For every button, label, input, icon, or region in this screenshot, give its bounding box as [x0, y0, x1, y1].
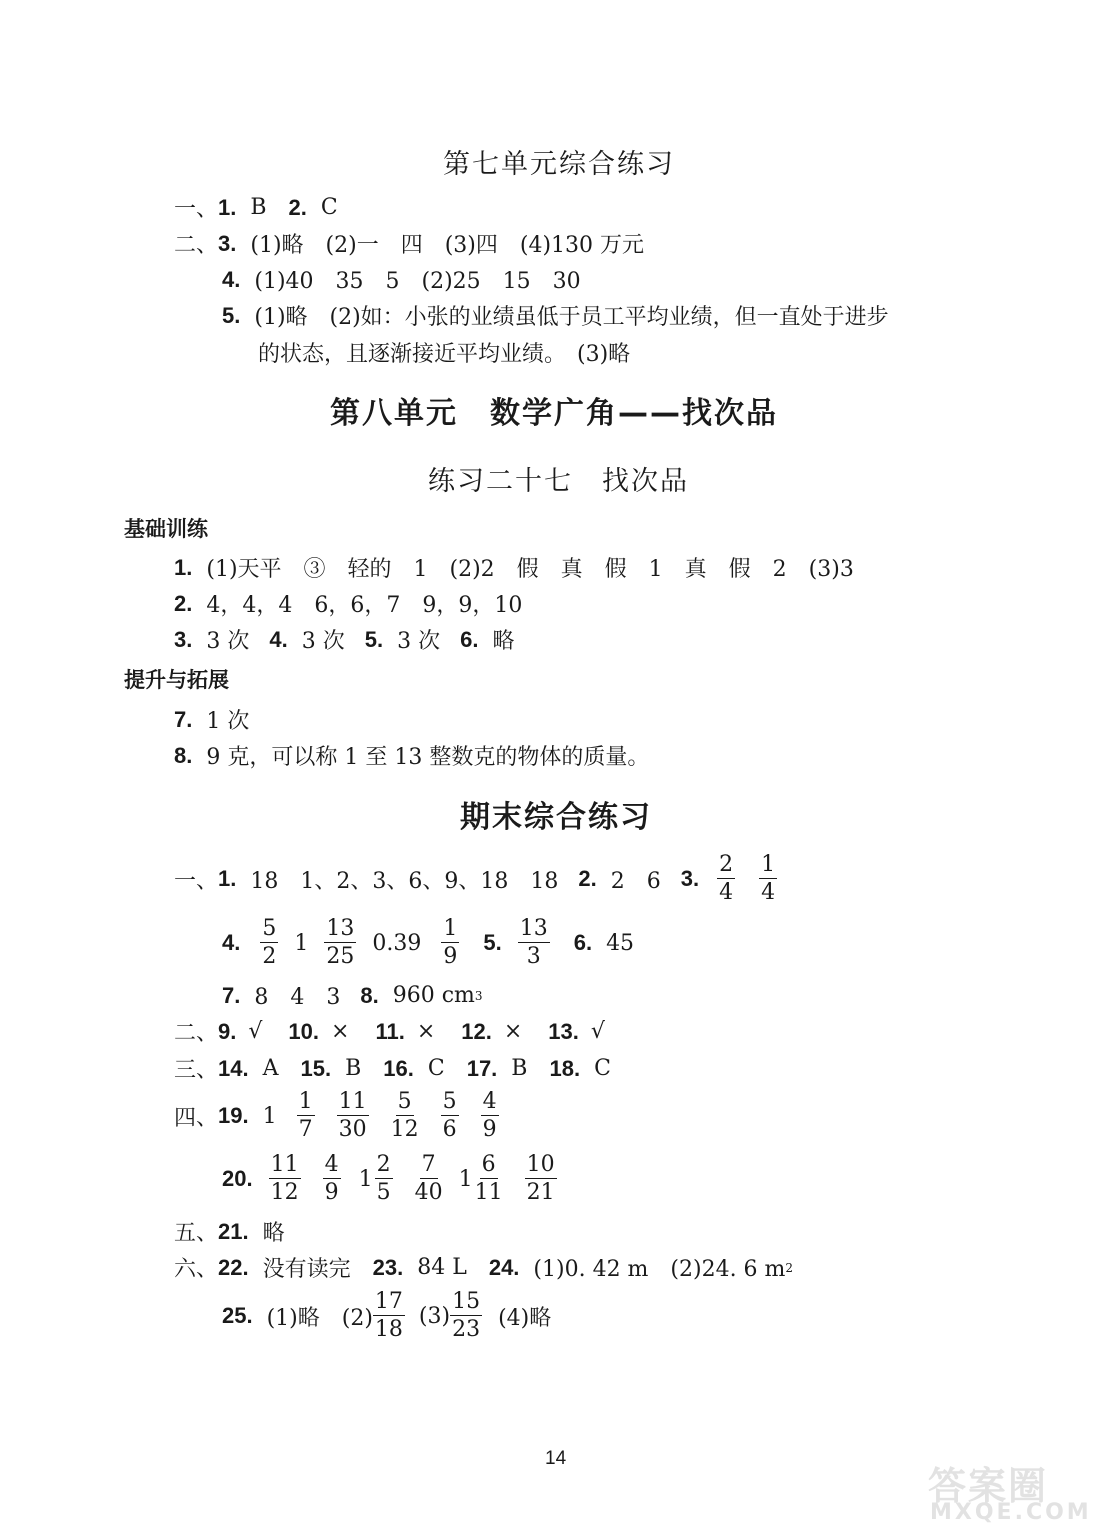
fraction: $\frac{6}{11}$	[474, 1152, 503, 1205]
part-label: 五、	[174, 1221, 219, 1246]
watermark-logo: 答案圈	[928, 1464, 1049, 1508]
final-row-10	[222, 1290, 551, 1342]
answer: (1)略 (2)一 四 (3)四 (4)130 万元	[250, 233, 645, 258]
answer: 没有读完	[262, 1257, 351, 1282]
answer: ×	[503, 1019, 523, 1044]
fraction: $\frac{5}{2}$	[262, 916, 277, 969]
question-number: 19.	[218, 1103, 249, 1128]
exponent: 3	[474, 988, 483, 1003]
fraction: $\frac{1}{9}$	[443, 916, 458, 969]
question-number: 18.	[549, 1055, 581, 1081]
fraction: $\frac{17}{18}$	[374, 1289, 403, 1342]
final-row-6	[174, 1090, 505, 1142]
unit7-line-5: 的状态，且逐渐接近平均业绩。 (3)略	[258, 342, 631, 367]
question-number: 3.	[680, 866, 700, 891]
answer: 960 cm	[392, 983, 475, 1008]
question-number: 24.	[488, 1254, 520, 1280]
final-row-8	[174, 1216, 285, 1247]
part-label: 一、	[174, 868, 219, 894]
question-number: 8.	[360, 982, 379, 1008]
fraction: $\frac{2}{5}$	[376, 1152, 391, 1205]
question-number: 4.	[269, 626, 288, 652]
fraction: $\frac{13}{25}$	[326, 916, 355, 969]
unit7-title: 第七单元综合练习	[443, 149, 675, 180]
final-row-7	[222, 1153, 563, 1205]
question-number: 15.	[300, 1055, 332, 1081]
part-label: 二、	[174, 1021, 219, 1046]
question-number: 4.	[222, 266, 241, 292]
fraction: $\frac{5}{12}$	[390, 1089, 419, 1142]
unit7-line-4	[222, 300, 889, 331]
unit8-e8	[174, 740, 649, 771]
answer: 1 次	[206, 709, 250, 734]
final-row-1	[174, 854, 783, 904]
answer: C	[427, 1056, 445, 1081]
answer: 18 1、2、3、6、9、18 18	[250, 868, 559, 894]
part-label: 三、	[174, 1058, 219, 1083]
question-number: 2.	[288, 194, 307, 220]
answer: C	[594, 1056, 611, 1081]
question-number: 14.	[218, 1055, 249, 1081]
question-number: 3.	[174, 626, 193, 652]
final-row-2	[222, 918, 634, 968]
answer: (1)40 35 5 (2)25 15 30	[254, 269, 581, 294]
fraction: $\frac{11}{12}$	[270, 1152, 299, 1205]
fraction: $\frac{10}{21}$	[526, 1152, 555, 1205]
unit8-b1	[174, 552, 854, 583]
unit7-line-3	[222, 264, 581, 295]
question-number: 7.	[174, 706, 193, 732]
fraction: $\frac{13}{3}$	[519, 916, 548, 969]
fraction: $\frac{7}{40}$	[414, 1152, 443, 1205]
fraction: $\frac{11}{30}$	[338, 1089, 367, 1142]
question-number: 17.	[466, 1055, 498, 1081]
question-number: 1.	[218, 866, 237, 891]
question-number: 5.	[483, 930, 502, 955]
question-number: 11.	[375, 1018, 405, 1044]
question-number: 22.	[218, 1254, 249, 1280]
whole-part: 1	[458, 1166, 473, 1192]
unit8-b3	[174, 624, 514, 655]
answer: 3 次	[206, 629, 250, 654]
unit7-line-1	[174, 192, 338, 223]
section-extension: 提升与拓展	[124, 668, 229, 692]
part-label: 一、	[174, 197, 219, 222]
question-number: 4.	[222, 930, 241, 955]
unit8-subtitle: 练习二十七 找次品	[428, 466, 689, 497]
question-number: 2.	[174, 590, 193, 616]
answer: 9 克，可以称 1 至 13 整数克的物体的质量。	[206, 745, 650, 770]
question-number: 6.	[460, 626, 479, 652]
answer: 0.39	[372, 930, 422, 956]
fraction: $\frac{4}{9}$	[324, 1152, 339, 1205]
question-number: 5.	[222, 302, 241, 328]
answer: ×	[331, 1019, 350, 1044]
answer: (1)天平 ③ 轻的 1 (2)2 假 真 假 1 真 假 2 (3)3	[206, 557, 854, 582]
answer: 2 6	[610, 868, 661, 894]
question-number: 8.	[174, 742, 193, 768]
part-label: 二、	[174, 233, 219, 258]
answer: 3 次	[397, 629, 441, 654]
answer: 3 次	[301, 629, 345, 654]
final-row-4	[174, 1016, 605, 1047]
final-title: 期末综合练习	[460, 800, 652, 835]
answer: C	[320, 195, 338, 220]
exponent: 2	[785, 1260, 794, 1275]
answer: 45	[606, 930, 635, 956]
question-number: 16.	[383, 1055, 414, 1081]
watermark-url: MXQE.COM	[930, 1500, 1092, 1525]
unit7-line-2	[174, 228, 644, 259]
question-number: 12.	[461, 1018, 492, 1044]
fraction: $\frac{2}{4}$	[719, 852, 734, 905]
fraction: $\frac{4}{9}$	[482, 1089, 497, 1142]
part-label: 六、	[174, 1257, 219, 1282]
answer: B	[511, 1056, 528, 1081]
answer: 8 4 3	[254, 985, 341, 1010]
question-number: 5.	[364, 626, 384, 652]
answer: (1)略 (2)如：小张的业绩虽低于员工平均业绩，但一直处于进步	[254, 305, 889, 330]
question-number: 7.	[222, 982, 241, 1008]
final-row-3	[222, 980, 483, 1011]
question-number: 21.	[218, 1218, 249, 1244]
answer: 略	[492, 629, 515, 654]
answer: √	[248, 1019, 263, 1044]
unit8-e7	[174, 704, 249, 735]
answer: A	[262, 1056, 279, 1081]
question-number: 2.	[578, 866, 597, 891]
part-label: 四、	[174, 1105, 219, 1131]
whole-part: 1	[358, 1166, 373, 1192]
answer: (3)	[418, 1303, 451, 1329]
answer: (1)略 (2)	[266, 1305, 373, 1331]
question-number: 1.	[218, 194, 237, 220]
question-number: 20.	[222, 1166, 253, 1191]
answer: B	[345, 1056, 362, 1081]
answer: 4，4，4 6，6，7 9，9，10	[206, 593, 523, 618]
answer: (4)略	[498, 1305, 552, 1331]
question-number: 23.	[372, 1254, 404, 1280]
answer: 1	[294, 930, 309, 956]
question-number: 13.	[548, 1018, 579, 1044]
fraction: $\frac{5}{6}$	[442, 1089, 457, 1142]
fraction: $\frac{1}{7}$	[298, 1089, 313, 1142]
answer: B	[250, 195, 267, 220]
question-number: 9.	[218, 1018, 237, 1044]
answer: √	[590, 1019, 605, 1044]
unit8-b2	[174, 588, 522, 619]
answer: 1	[262, 1103, 277, 1129]
final-row-9	[174, 1252, 793, 1283]
answer: 略	[262, 1221, 285, 1246]
final-row-5	[174, 1053, 611, 1084]
question-number: 25.	[222, 1303, 253, 1328]
section-basic: 基础训练	[124, 517, 208, 541]
unit8-title: 第八单元 数学广角——找次品	[330, 396, 778, 431]
answer: ×	[416, 1019, 436, 1044]
question-number: 6.	[573, 930, 593, 955]
fraction: $\frac{1}{4}$	[761, 852, 776, 905]
answer: (1)0. 42 m (2)24. 6 m	[533, 1257, 786, 1282]
question-number: 3.	[218, 230, 237, 256]
fraction: $\frac{15}{23}$	[452, 1289, 481, 1342]
answer: 84 L	[417, 1255, 467, 1280]
page-number: 14	[545, 1448, 567, 1469]
question-number: 1.	[174, 554, 193, 580]
question-number: 10.	[288, 1018, 319, 1044]
